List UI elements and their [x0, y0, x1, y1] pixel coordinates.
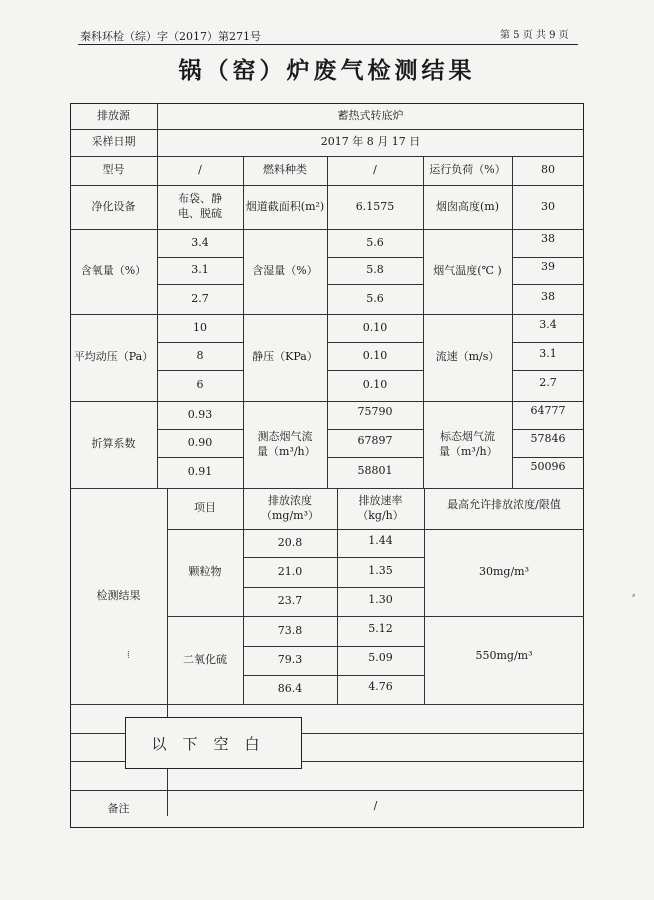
conversion-factor-value: 0.93	[187, 407, 213, 421]
dynamic-pressure-value: 8	[196, 348, 204, 362]
flue-area-value: 6.1575	[355, 199, 395, 213]
concentration-header: 排放浓度（mg/m³）	[260, 493, 320, 522]
standard-flow-value: 57846	[530, 431, 566, 445]
so2-concentration: 73.8	[277, 623, 303, 637]
table-rule	[512, 284, 584, 285]
sampling-date-value: 2017 年 8 月 17 日	[320, 135, 421, 149]
blank-below-stamp: 以下空白	[125, 717, 302, 769]
gas-temperature-label: 烟气温度(℃ )	[433, 264, 502, 278]
so2-limit: 550mg/m³	[475, 648, 533, 662]
fuel-type-value: /	[373, 163, 377, 177]
particulate-concentration: 23.7	[277, 594, 303, 608]
conversion-factor-value: 0.91	[187, 465, 213, 479]
standard-flow-label: 标态烟气流量（m³/h）	[439, 429, 498, 458]
gas-temperature-value: 39	[541, 259, 555, 273]
measured-flow-value: 75790	[357, 404, 393, 418]
results-label: 检测结果	[96, 588, 141, 602]
table-rule	[70, 704, 584, 705]
particulate-rate: 1.30	[368, 592, 393, 606]
flow-speed-value: 3.1	[539, 346, 557, 360]
page-title: 锅（窑）炉废气检测结果	[178, 58, 476, 84]
remarks-label: 备注	[107, 801, 130, 815]
flow-speed-value: 3.4	[539, 317, 557, 331]
table-rule	[512, 370, 584, 371]
so2-rate: 4.76	[368, 679, 393, 693]
particulate-rate: 1.35	[368, 563, 393, 577]
moisture-value: 5.6	[366, 235, 384, 249]
document-number: 秦科环检（综）字（2017）第271号	[80, 30, 261, 43]
measured-flow-value: 67897	[357, 433, 393, 447]
oxygen-value: 3.4	[191, 235, 209, 249]
load-label: 运行负荷（%）	[429, 163, 506, 177]
emission-rate-header: 排放速率（kg/h）	[357, 493, 404, 522]
sampling-date-label: 采样日期	[91, 135, 136, 149]
chimney-height-label: 烟囱高度(m)	[435, 199, 499, 213]
oxygen-value: 2.7	[191, 291, 209, 305]
measured-flow-value: 58801	[357, 463, 393, 477]
so2-concentration: 79.3	[277, 653, 303, 667]
moisture-label: 含湿量（%）	[252, 264, 318, 278]
scan-mark: ⁞	[127, 650, 130, 661]
remarks-value: /	[373, 798, 378, 812]
source-value: 蓄热式转底炉	[337, 108, 404, 122]
flow-speed-label: 流速（m/s）	[435, 350, 500, 364]
conversion-factor-value: 0.90	[187, 435, 213, 449]
item-header: 项目	[194, 501, 216, 515]
moisture-value: 5.8	[366, 263, 384, 277]
measured-flow-label: 测态烟气流量（m³/h）	[257, 429, 316, 458]
particulate-concentration: 21.0	[277, 564, 303, 578]
so2-label: 二氧化硫	[183, 652, 227, 666]
source-label: 排放源	[97, 108, 130, 122]
oxygen-label: 含氧量（%）	[80, 264, 147, 278]
so2-concentration: 86.4	[277, 682, 303, 696]
particulate-concentration: 20.8	[277, 535, 303, 549]
model-label: 型号	[102, 163, 125, 177]
static-pressure-label: 静压（KPa）	[252, 350, 318, 364]
moisture-value: 5.6	[366, 291, 384, 305]
dynamic-pressure-value: 6	[196, 378, 204, 392]
model-value: /	[198, 163, 202, 177]
table-rule	[327, 457, 423, 458]
purify-label: 净化设备	[91, 199, 136, 213]
flow-speed-value: 2.7	[539, 375, 557, 389]
gas-temperature-value: 38	[541, 231, 555, 245]
dynamic-pressure-value: 10	[193, 320, 207, 334]
particulate-rate: 1.44	[368, 533, 393, 547]
limit-header: 最高允许排放浓度/限值	[447, 497, 561, 511]
header-divider	[78, 44, 578, 45]
standard-flow-value: 50096	[530, 459, 566, 473]
purify-value: 布袋、静电、脱硫	[178, 192, 222, 220]
page-info: 第 5 页 共 9 页	[500, 30, 569, 41]
particulate-limit: 30mg/m³	[478, 565, 529, 579]
static-pressure-value: 0.10	[362, 378, 388, 392]
static-pressure-value: 0.10	[362, 320, 388, 334]
conversion-factor-label: 折算系数	[91, 437, 136, 451]
gas-temperature-value: 38	[541, 289, 555, 303]
oxygen-value: 3.1	[191, 263, 209, 277]
particulate-label: 颗粒物	[188, 565, 222, 579]
fuel-type-label: 燃料种类	[263, 163, 307, 177]
load-value: 80	[541, 163, 555, 177]
static-pressure-value: 0.10	[362, 348, 388, 362]
chimney-height-value: 30	[541, 199, 555, 213]
standard-flow-value: 64777	[530, 403, 566, 417]
so2-rate: 5.09	[368, 650, 393, 664]
scan-mark: ⸗	[632, 590, 636, 601]
flue-area-label: 烟道截面积(m²)	[245, 199, 325, 213]
dynamic-pressure-label: 平均动压（Pa）	[73, 350, 154, 364]
so2-rate: 5.12	[368, 621, 393, 635]
